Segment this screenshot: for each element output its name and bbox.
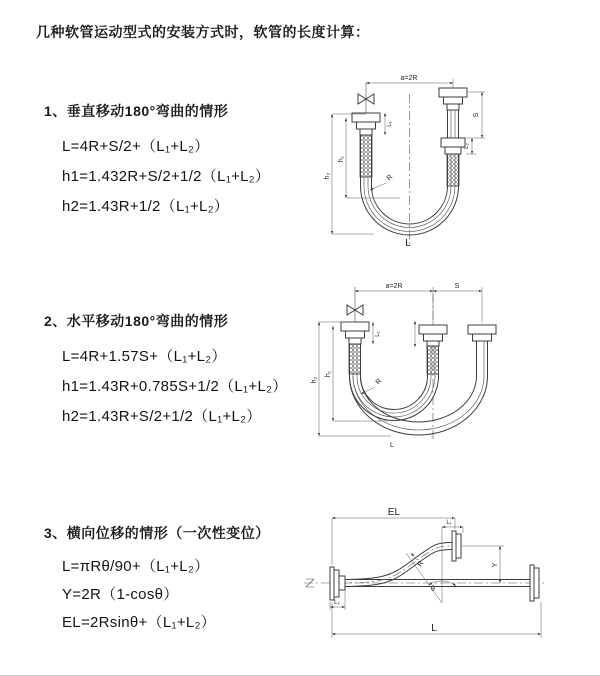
flange-fitting	[419, 325, 447, 346]
section-2-title: 水平移动180°弯曲的情形	[66, 313, 229, 329]
dim-label-theta: θ	[431, 586, 435, 593]
braid-section	[447, 154, 459, 186]
formula-line: EL=2Rsinθ+（L₁+L₂）	[62, 614, 216, 631]
braid-section	[360, 135, 372, 177]
dimension-lines	[319, 287, 482, 436]
dim-label-length: L	[405, 238, 411, 249]
dim-label-h-inner: h₁	[338, 155, 345, 163]
formula-line: L=4R+1.57S+（L₁+L₂）	[62, 348, 227, 365]
dim-label-radius: R	[416, 559, 426, 569]
section-1-index: 1、	[44, 103, 67, 119]
formula-line: Y=2R（1-cosθ）	[62, 586, 179, 603]
dim-label-l2: L₂	[464, 143, 470, 149]
dim-label-span: a=2R	[385, 283, 403, 290]
flange-fitting	[330, 567, 345, 600]
flange-fitting	[468, 325, 496, 341]
section-3-heading	[44, 523, 270, 543]
dim-label-l1: L₁	[387, 121, 393, 127]
dim-label-l1: L₁	[375, 331, 381, 337]
formula-line: h2=1.43R+1/2（L₁+L₂）	[62, 198, 230, 215]
dim-label-radius: R	[385, 173, 395, 183]
flange-fitting	[452, 531, 461, 561]
braid-section	[427, 346, 439, 374]
flange-fitting	[441, 138, 465, 154]
formula-line: h1=1.43R+0.785S+1/2（L₁+L₂）	[62, 378, 288, 395]
section-1-title: 垂直移动180°弯曲的情形	[66, 103, 229, 119]
flange-fitting	[352, 113, 380, 135]
dim-label-l2: L₂	[334, 600, 340, 606]
dim-label-length: L	[431, 623, 437, 634]
hose-u-bend-position-1	[350, 344, 439, 421]
dim-label-span: a=2R	[400, 75, 418, 82]
diagram-horizontal-180-bend	[303, 280, 548, 452]
section-2-heading	[44, 311, 228, 331]
dim-label-h-inner: h₁	[325, 370, 332, 378]
section-lateral-displacement	[44, 523, 270, 631]
section-3-index: 3、	[44, 525, 67, 541]
dim-label-s: S	[473, 112, 480, 118]
flange-fitting	[530, 565, 539, 601]
section-3-title: 横向位移的情形（一次性变位）	[66, 525, 270, 541]
flange-fitting	[439, 88, 467, 110]
dim-label-h-outer: h₂	[324, 172, 331, 180]
dim-label-radius: R	[374, 377, 384, 387]
dim-label-stroke: S	[454, 283, 460, 290]
dim-label-length: L	[390, 442, 394, 449]
valve-icon	[347, 287, 363, 322]
braid-section	[349, 344, 361, 374]
flange-fitting	[341, 322, 369, 344]
section-horizontal-movement	[44, 311, 288, 425]
diagram-lateral-displacement	[294, 503, 572, 645]
page-title: 几种软管运动型式的安装方式时，软管的长度计算：	[36, 24, 370, 40]
formula-line: h1=1.432R+S/2+1/2（L₁+L₂）	[62, 168, 271, 185]
valve-icon	[358, 83, 374, 113]
formula-line: h2=1.43R+S/2+1/2（L₁+L₂）	[62, 408, 262, 425]
diagram-vertical-180-bend	[312, 66, 527, 252]
formula-line: L=πRθ/90+（L₁+L₂）	[62, 558, 210, 575]
dim-label-l1: L₁	[446, 520, 452, 526]
dim-label-el: EL	[387, 507, 401, 518]
dim-label-h-outer: h₂	[311, 376, 318, 384]
section-1-heading	[44, 101, 228, 121]
section-vertical-movement	[44, 101, 271, 215]
section-2-index: 2、	[44, 313, 67, 329]
dimension-lines	[330, 518, 541, 638]
dim-label-y: Y	[492, 562, 499, 568]
formula-line: L=4R+S/2+（L₁+L₂）	[62, 138, 210, 155]
